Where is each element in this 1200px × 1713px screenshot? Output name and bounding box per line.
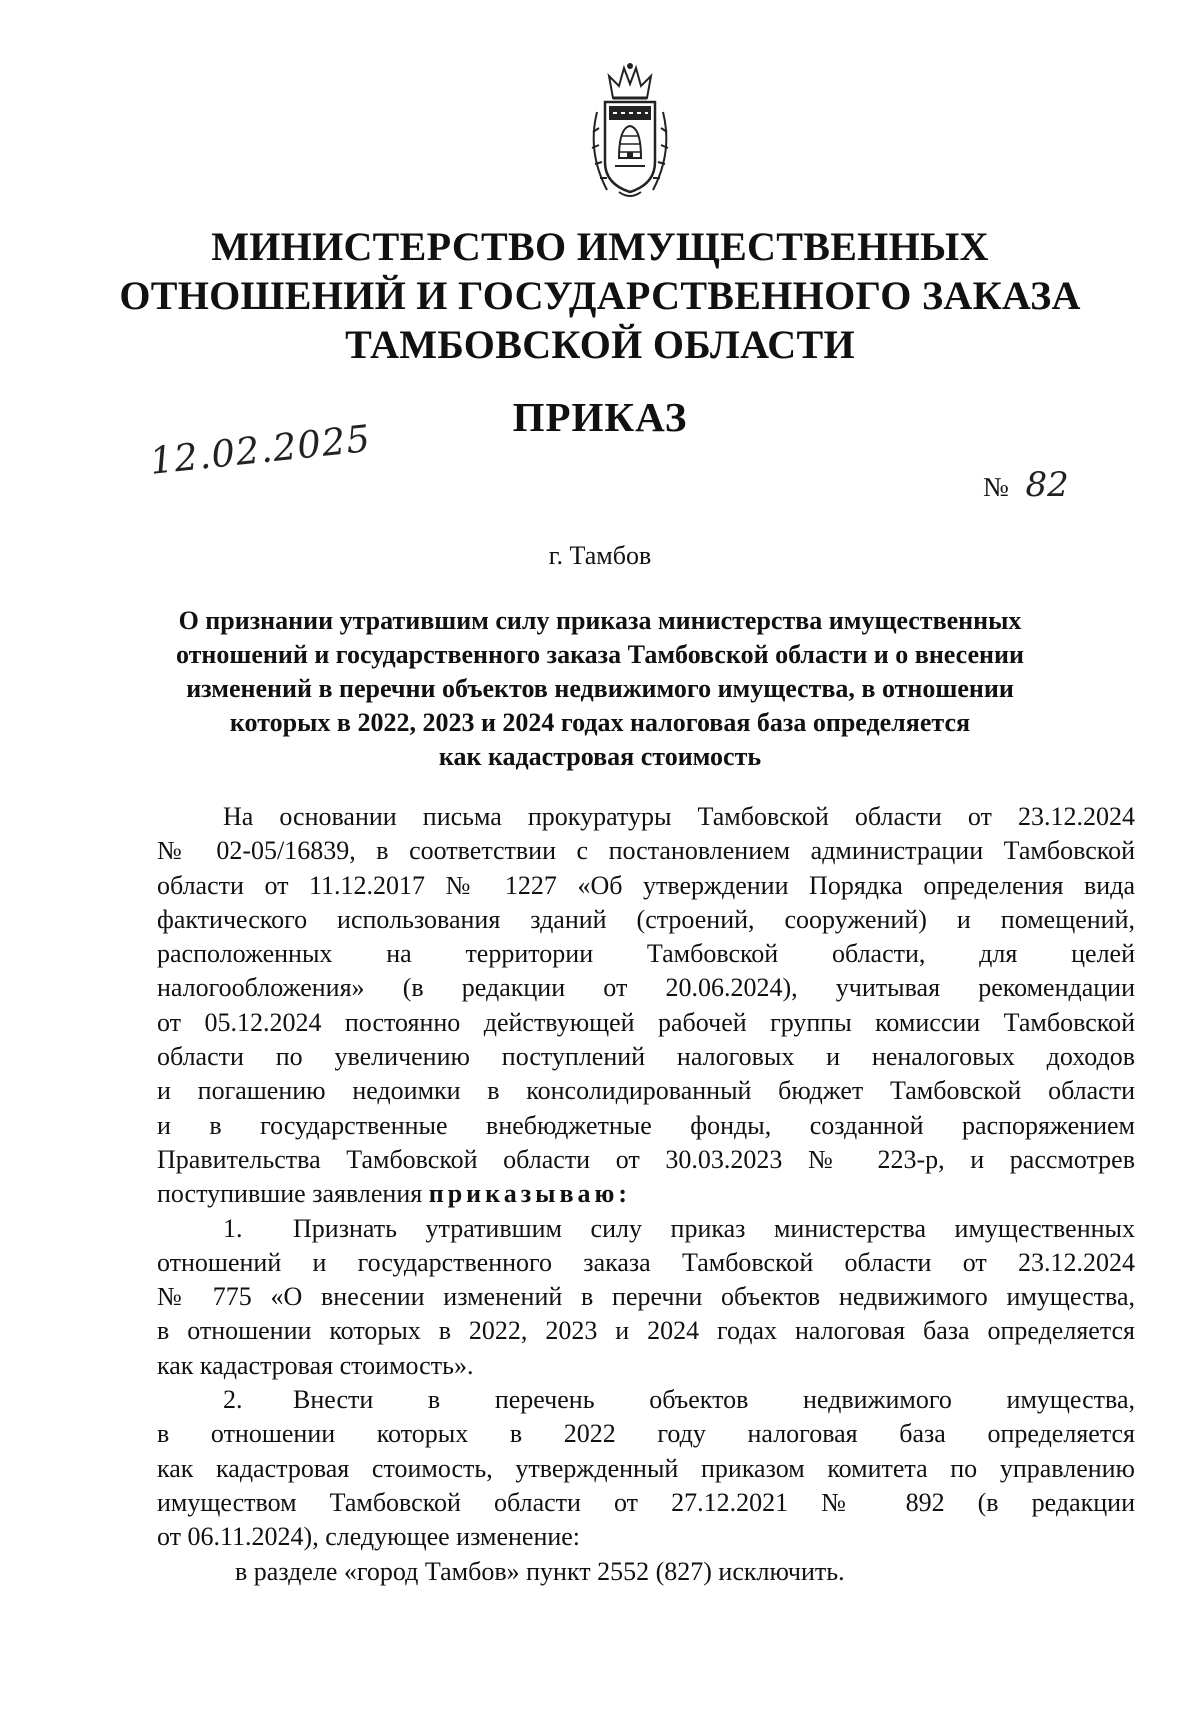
final-instruction: в разделе «город Тамбов» пункт 2552 (827) исключить. xyxy=(235,1556,845,1586)
preamble-line: № 02-05/16839, в соответствии с постановлением администрации Тамбовской xyxy=(157,836,1135,866)
item-2-last-line: от 06.11.2024), следующее изменение: xyxy=(157,1522,581,1552)
subject-line: отношений и государственного заказа Тамбовской области и о внесении xyxy=(175,640,1024,669)
item-1-last-line: как кадастровая стоимость». xyxy=(157,1350,474,1380)
item-1-line: в отношении которых в 2022, 2023 и 2024 годах налоговая база определяется xyxy=(157,1316,1135,1346)
tambov-coat-of-arms-icon xyxy=(583,62,677,202)
preamble-line: Правительства Тамбовской области от 30.03.2023 № 223-р, и рассмотрев xyxy=(157,1144,1135,1174)
preamble-line: от 05.12.2024 постоянно действующей рабочей группы комиссии Тамбовской xyxy=(157,1007,1135,1037)
preamble-line: и погашению недоимки в консолидированный бюджет Тамбовской области xyxy=(157,1076,1135,1106)
item-1-first-text: Признать утратившим силу приказ министерства имущественных xyxy=(293,1213,1135,1243)
item-2-line: как кадастровая стоимость, утвержденный приказом комитета по управлению xyxy=(157,1453,1135,1483)
ministry-name xyxy=(100,222,1100,369)
handwritten-date: 12.02.2025 xyxy=(147,416,373,483)
order-body xyxy=(157,800,1135,1589)
item-1-number: 1. xyxy=(223,1213,243,1243)
subject-line: О признании утратившим силу приказа министерства имущественных xyxy=(178,606,1022,635)
ministry-name-line: ТАМБОВСКОЙ ОБЛАСТИ xyxy=(345,322,855,367)
item-1-first-line xyxy=(157,1212,1135,1246)
preamble-line: области по увеличению поступлений налоговых и неналоговых доходов xyxy=(157,1042,1135,1072)
preamble-line: расположенных на территории Тамбовской области, для целей xyxy=(157,939,1135,969)
subject-line: изменений в перечни объектов недвижимого имущества, в отношении xyxy=(186,674,1014,703)
item-1-line: отношений и государственного заказа Тамбовской области от 23.12.2024 xyxy=(157,1247,1135,1277)
ministry-name-line: МИНИСТЕРСТВО ИМУЩЕСТВЕННЫХ xyxy=(211,224,989,269)
item-1-line: № 775 «О внесении изменений в перечни объектов недвижимого имущества, xyxy=(157,1282,1135,1312)
handwritten-number: 82 xyxy=(1025,465,1069,505)
preamble-line: и в государственные внебюджетные фонды, созданной распоряжением xyxy=(157,1110,1135,1140)
city-line: г. Тамбов xyxy=(548,541,652,570)
preamble-line: фактического использования зданий (строений, сооружений) и помещений, xyxy=(157,904,1135,934)
subject-line: как кадастровая стоимость xyxy=(438,742,762,771)
item-2-number: 2. xyxy=(223,1385,243,1415)
document-number xyxy=(983,465,1069,505)
preamble-line: области от 11.12.2017 № 1227 «Об утверждении Порядка определения вида xyxy=(157,870,1135,900)
item-2-line: имуществом Тамбовской области от 27.12.2021 № 892 (в редакции xyxy=(157,1487,1135,1517)
document-type: ПРИКАЗ xyxy=(512,394,688,440)
subject-line: которых в 2022, 2023 и 2024 годах налоговая база определяется xyxy=(229,708,971,737)
ministry-name-line: ОТНОШЕНИЙ И ГОСУДАРСТВЕННОГО ЗАКАЗА xyxy=(119,273,1081,318)
preamble-line: На основании письма прокуратуры Тамбовской области от 23.12.2024 xyxy=(223,802,1135,831)
preamble-last-line xyxy=(157,1177,1135,1211)
preamble-last-text: поступившие заявления xyxy=(157,1179,423,1209)
preamble-line: налогообложения» (в редакции от 20.06.2024), учитывая рекомендации xyxy=(157,973,1135,1003)
item-2-first-line xyxy=(157,1383,1135,1417)
number-sign: № xyxy=(983,472,1009,502)
item-2-line: в отношении которых в 2022 году налоговая база определяется xyxy=(157,1419,1135,1449)
order-word: приказываю: xyxy=(428,1179,632,1209)
order-subject xyxy=(150,604,1050,774)
item-2-first-text: Внести в перечень объектов недвижимого имущества, xyxy=(293,1385,1135,1415)
